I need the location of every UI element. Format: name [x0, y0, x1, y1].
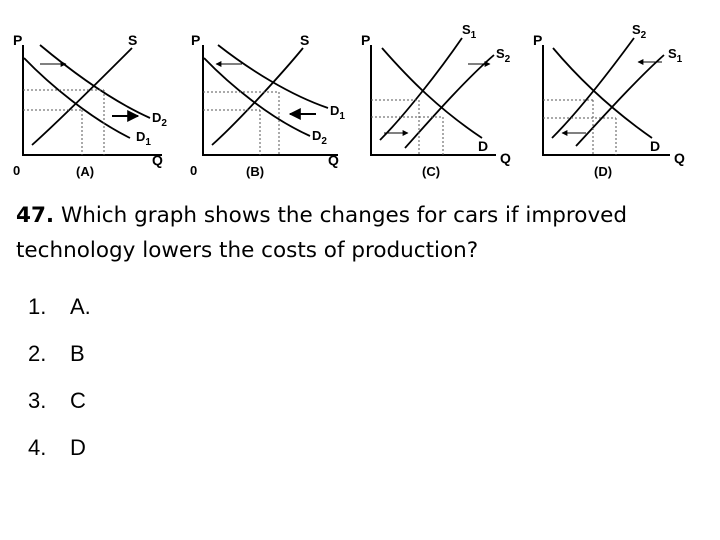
demand-label-d2: $D_2$	[312, 128, 327, 147]
demand-curve-d2	[204, 58, 310, 136]
supply-curve	[212, 48, 303, 145]
y-axis-label: P	[191, 32, 201, 48]
choice-label: C	[70, 388, 86, 413]
graph-letter: (D)	[594, 164, 613, 179]
supply-curve-s1	[576, 55, 664, 146]
choice-label: D	[70, 435, 86, 460]
answer-choice[interactable]	[28, 435, 91, 482]
graph-b	[190, 32, 345, 179]
choice-index: 4.	[28, 435, 47, 460]
choice-label: B	[70, 341, 85, 366]
x-axis-label: Q	[328, 152, 339, 168]
demand-label-d2: $D_2$	[152, 110, 167, 129]
x-axis-label: Q	[500, 150, 511, 166]
supply-label: S	[300, 32, 310, 48]
supply-label-s1: $S_1$	[668, 46, 683, 65]
demand-curve-d1	[218, 45, 328, 108]
choice-index: 1.	[28, 294, 47, 319]
demand-curve	[553, 48, 652, 138]
question-number: 47.	[16, 203, 55, 228]
answer-choice[interactable]	[28, 341, 91, 388]
graph-c	[361, 22, 511, 179]
question-body: Which graph shows the changes for cars if improved technology lowers the costs of production?	[16, 203, 628, 263]
y-axis-label: P	[13, 32, 23, 48]
demand-curve	[382, 48, 482, 138]
supply-label-s1: $S_1$	[462, 22, 477, 41]
demand-label-d1: $D_1$	[330, 103, 345, 122]
x-axis-label: Q	[152, 152, 163, 168]
graph-letter: (B)	[246, 164, 265, 179]
choice-index: 3.	[28, 388, 47, 413]
y-axis-label: P	[361, 32, 371, 48]
graph-d	[533, 22, 685, 179]
choice-index: 2.	[28, 341, 47, 366]
graph-letter: (A)	[76, 164, 95, 179]
y-axis-label: P	[533, 32, 543, 48]
supply-curve-s2	[405, 55, 494, 148]
supply-curve-s2	[552, 38, 634, 138]
demand-curve-d2	[40, 45, 150, 118]
graph-a	[13, 32, 167, 179]
answer-choice[interactable]	[28, 388, 91, 435]
question-text	[16, 198, 706, 268]
demand-label-d1: $D_1$	[136, 129, 151, 148]
supply-label: S	[128, 32, 138, 48]
supply-label-s2: $S_2$	[632, 22, 647, 41]
origin-label: 0	[190, 163, 198, 178]
demand-label: D	[478, 138, 489, 154]
graph-letter: (C)	[422, 164, 441, 179]
answer-choices	[28, 294, 91, 482]
choice-label: A.	[70, 294, 91, 319]
supply-label-s2: $S_2$	[496, 46, 511, 65]
answer-choice[interactable]	[28, 294, 91, 341]
origin-label: 0	[13, 163, 21, 178]
economics-graphs	[0, 0, 720, 190]
x-axis-label: Q	[674, 150, 685, 166]
demand-label: D	[650, 138, 661, 154]
